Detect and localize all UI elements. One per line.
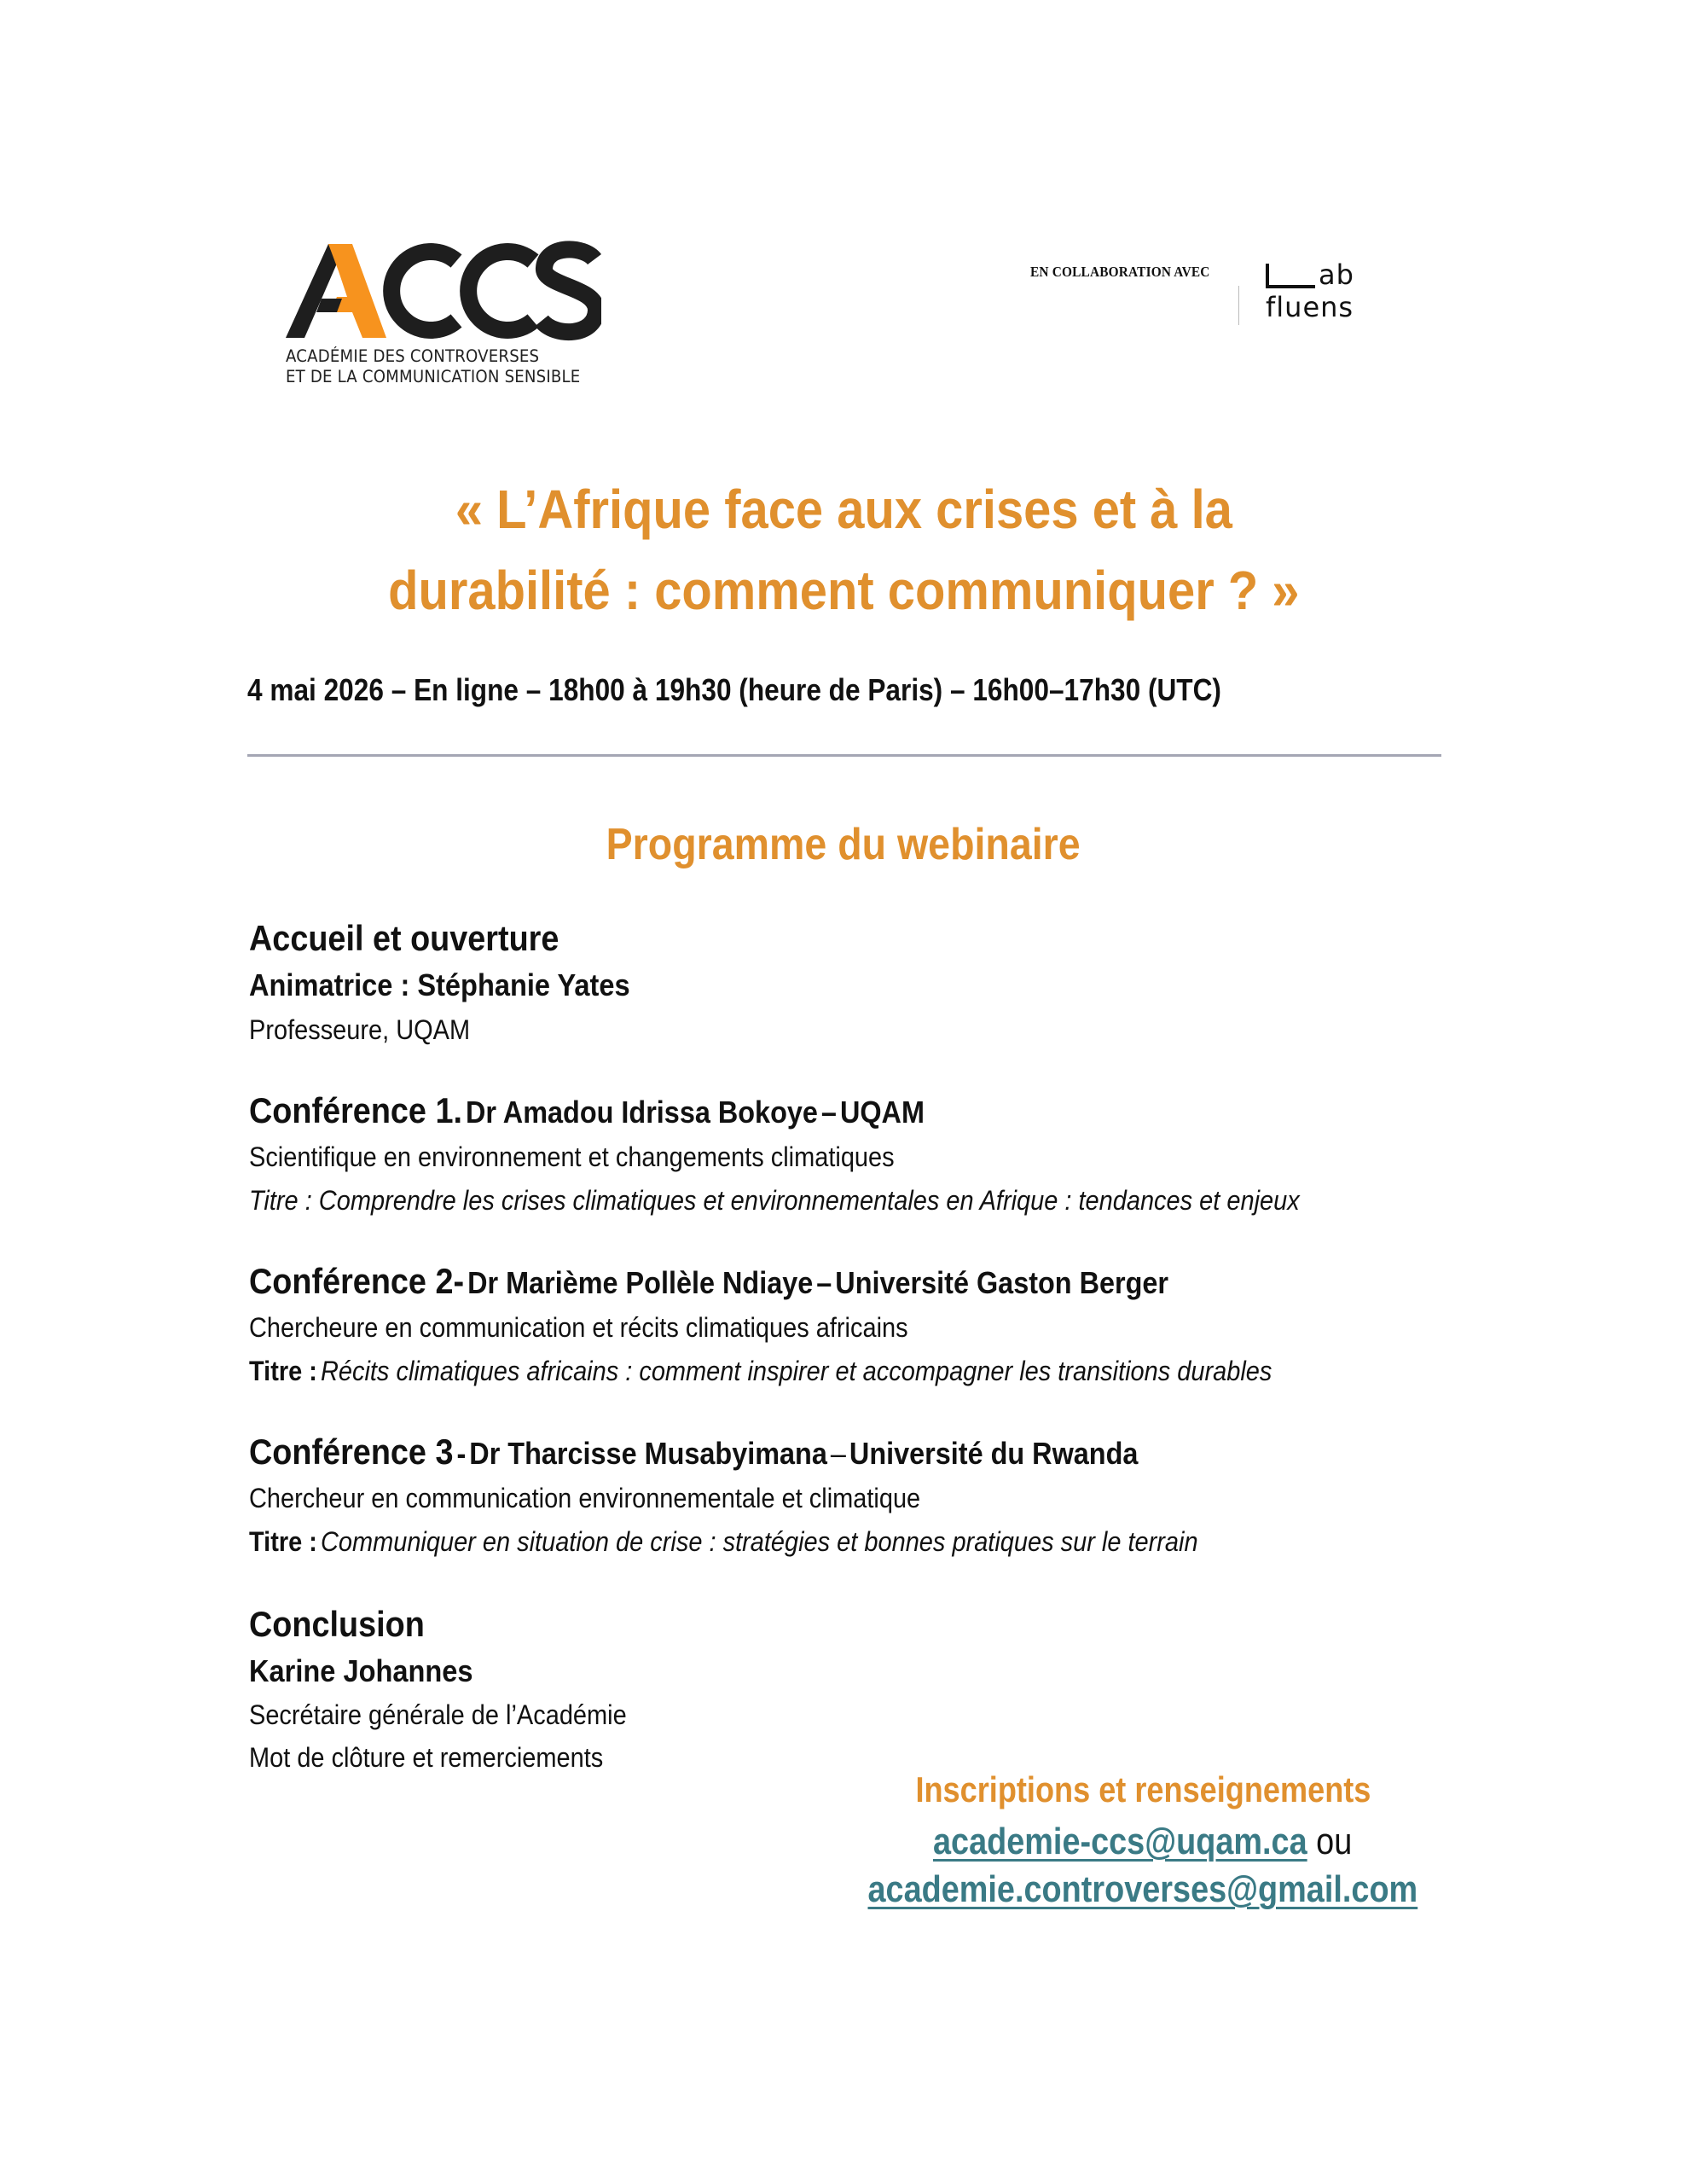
logo-subtitle-line-2: ET DE LA COMMUNICATION SENSIBLE xyxy=(286,367,581,386)
lab-fluens-fluens: fluens xyxy=(1266,291,1354,323)
conference-1-title-text: Comprendre les crises climatiques et environnementales en Afrique : tendances et enjeux xyxy=(318,1185,1300,1216)
accs-wordmark xyxy=(286,237,601,344)
event-title-line-1-text: « L’Afrique face aux crises et à la xyxy=(455,479,1232,540)
contact-connector: ou xyxy=(1316,1821,1353,1862)
collaboration-divider xyxy=(1238,286,1239,325)
contact-email-2-inner xyxy=(868,1868,1418,1911)
contact-heading-text: Inscriptions et renseignements xyxy=(915,1769,1371,1809)
lab-fluens-ab: ab xyxy=(1319,258,1354,291)
conclusion-note: Mot de clôture et remerciements xyxy=(249,1742,604,1773)
conference-3-role: Chercheur en communication environnementale et climatique xyxy=(249,1483,921,1513)
accs-logo xyxy=(286,237,601,386)
conference-3-title-prefix: Titre : xyxy=(249,1526,317,1557)
conference-3-separator: – xyxy=(830,1436,846,1471)
conference-2-title xyxy=(249,1356,1272,1387)
conference-1-speaker: Dr Amadou Idrissa Bokoye xyxy=(465,1095,818,1130)
collaboration-label: EN COLLABORATION AVEC xyxy=(1030,264,1210,280)
contact-email-2-row xyxy=(768,1868,1518,1911)
opening-host: Animatrice : Stéphanie Yates xyxy=(249,967,630,1002)
event-details xyxy=(247,672,1441,708)
conference-3-title xyxy=(249,1526,1198,1558)
section-divider xyxy=(247,754,1441,757)
email-link-gmail[interactable]: academie.controverses@gmail.com xyxy=(867,1868,1418,1910)
conclusion-role: Secrétaire générale de l’Académie xyxy=(249,1699,627,1730)
logo-subtitle-line-1: ACADÉMIE DES CONTROVERSES xyxy=(286,346,540,366)
contact-email-row-inner xyxy=(933,1821,1352,1863)
logo-c1 xyxy=(391,252,456,330)
opening-heading: Accueil et ouverture xyxy=(249,918,559,958)
opening-host-role: Professeure, UQAM xyxy=(249,1014,471,1045)
conference-1-separator: – xyxy=(820,1095,837,1130)
conference-2-speaker: Dr Marième Pollèle Ndiaye xyxy=(467,1265,814,1300)
conference-3-heading xyxy=(249,1432,1138,1472)
conference-2-title-text: Récits climatiques africains : comment inspirer et accompagner les transitions durables xyxy=(320,1356,1272,1386)
logo-s xyxy=(542,249,596,332)
conclusion-speaker: Karine Johannes xyxy=(249,1653,473,1688)
conclusion-heading: Conclusion xyxy=(249,1604,425,1644)
event-details-text: 4 mai 2026 – En ligne – 18h00 à 19h30 (heure de Paris) – 16h00–17h30 (UTC) xyxy=(247,672,1221,707)
conference-1-role: Scientifique en environnement et changements climatiques xyxy=(249,1141,895,1172)
conference-2-label: Conférence 2- xyxy=(249,1261,465,1301)
programme-heading-text: Programme du webinaire xyxy=(606,820,1081,869)
conference-1-institution: UQAM xyxy=(839,1095,925,1130)
event-title-line-1 xyxy=(0,478,1687,541)
conference-3-label: Conférence 3 xyxy=(249,1432,454,1472)
conference-1-heading xyxy=(249,1090,925,1131)
contact-email-row xyxy=(802,1821,1484,1863)
conference-2-separator: – xyxy=(816,1265,832,1300)
conference-3-label-separator: - xyxy=(456,1436,467,1471)
programme-heading xyxy=(0,819,1687,870)
lab-fluens-logo xyxy=(1266,258,1377,329)
logo-a-right-leg xyxy=(328,244,386,338)
conference-3-title-text: Communiquer en situation de crise : stratégies et bonnes pratiques sur le terrain xyxy=(320,1526,1198,1557)
conference-3-institution: Université du Rwanda xyxy=(849,1436,1139,1471)
event-title-line-2 xyxy=(0,559,1687,622)
conference-2-institution: Université Gaston Berger xyxy=(835,1265,1169,1300)
lab-fluens-l-vertical xyxy=(1266,264,1269,288)
conference-2-title-prefix: Titre : xyxy=(249,1356,317,1386)
conference-1-label: Conférence 1. xyxy=(249,1090,462,1130)
conference-1-title-prefix: Titre : xyxy=(249,1185,312,1216)
lab-fluens-l-horizontal xyxy=(1266,285,1315,288)
conference-3-speaker: Dr Tharcisse Musabyimana xyxy=(469,1436,827,1471)
logo-c2 xyxy=(468,252,533,330)
contact-heading xyxy=(802,1769,1484,1810)
event-title-line-2-text: durabilité : comment communiquer ? » xyxy=(387,560,1300,621)
email-link-uqam[interactable]: academie-ccs@uqam.ca xyxy=(933,1821,1308,1862)
conference-2-role: Chercheure en communication et récits climatiques africains xyxy=(249,1312,908,1343)
conference-1-title xyxy=(249,1185,1300,1217)
conference-2-heading xyxy=(249,1261,1168,1302)
